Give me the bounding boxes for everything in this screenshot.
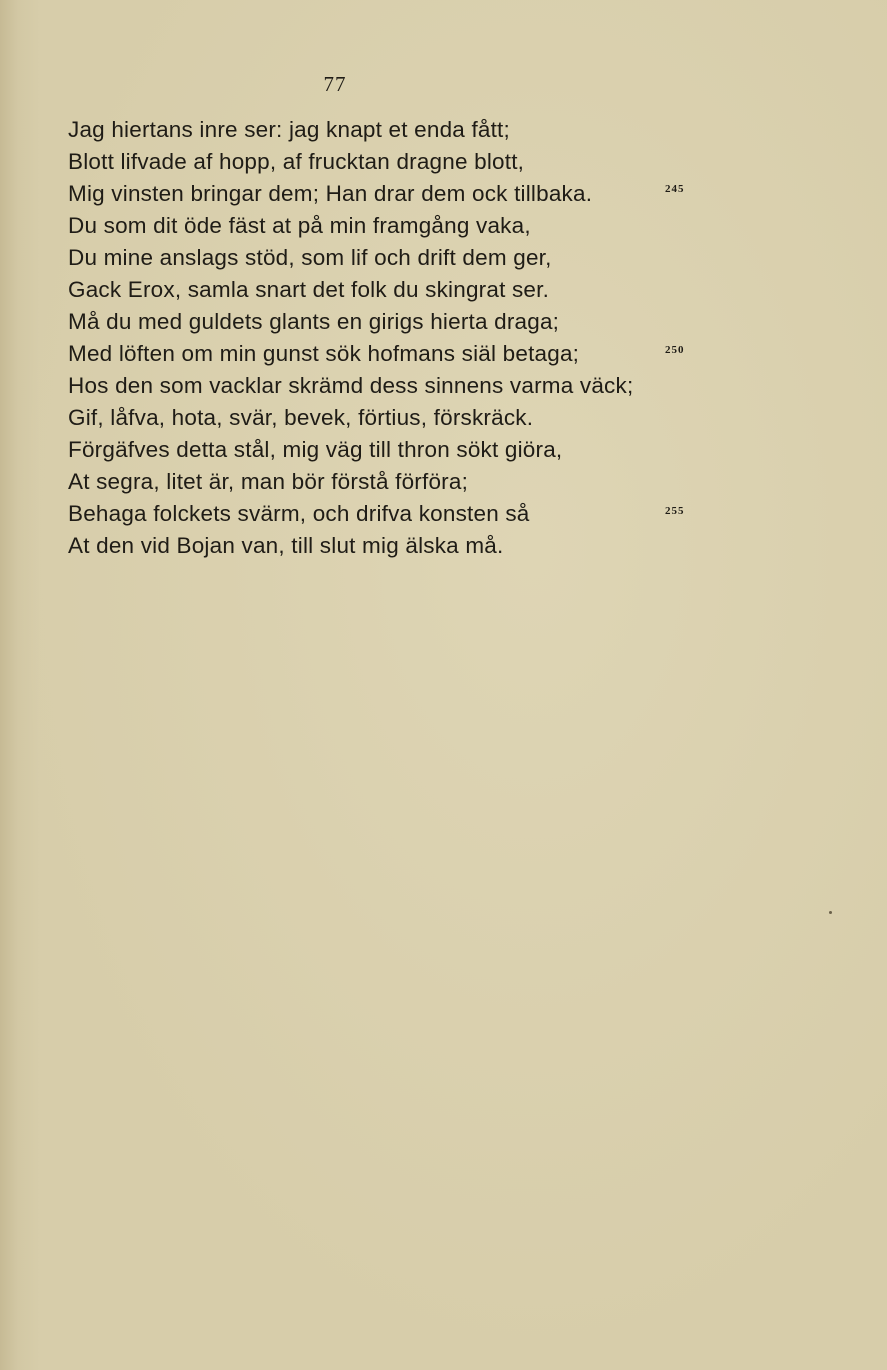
verse-line: Förgäfves detta stål, mig väg till thron sökt giöra, [68,437,563,462]
page-number: 77 [323,72,347,96]
verse-line: Behaga folckets svärm, och drifva konsten så [68,501,530,526]
line-number-marker: 255 [665,505,685,517]
verse-line: At den vid Bojan van, till slut mig älska må. [68,533,504,558]
verse-line: Gif, låfva, hota, svär, bevek, förtius, förskräck. [68,405,534,430]
verse-line: At segra, litet är, man bör förstå förföra; [68,469,469,494]
verse-line: Du mine anslags stöd, som lif och drift dem ger, [68,245,552,270]
verse-line: Jag hiertans inre ser: jag knapt et enda fått; [68,117,510,142]
verse-line: Mig vinsten bringar dem; Han drar dem ock tillbaka. [68,181,593,206]
paper-speck [829,911,832,914]
verse-line: Gack Erox, samla snart det folk du skingrat ser. [68,277,550,302]
verse-line: Med löften om min gunst sök hofmans siäl betaga; [68,341,580,366]
verse-line: Må du med guldets glants en girigs hierta draga; [68,309,560,334]
line-number-marker: 245 [665,183,685,195]
verse-line: Blott lifvade af hopp, af frucktan dragne blott, [68,149,525,174]
verse-line: Du som dit öde fäst at på min framgång vaka, [68,213,531,238]
line-number-marker: 250 [665,344,685,356]
verse-line: Hos den som vacklar skrämd dess sinnens varma väck; [68,373,634,398]
verse-block [68,114,668,562]
